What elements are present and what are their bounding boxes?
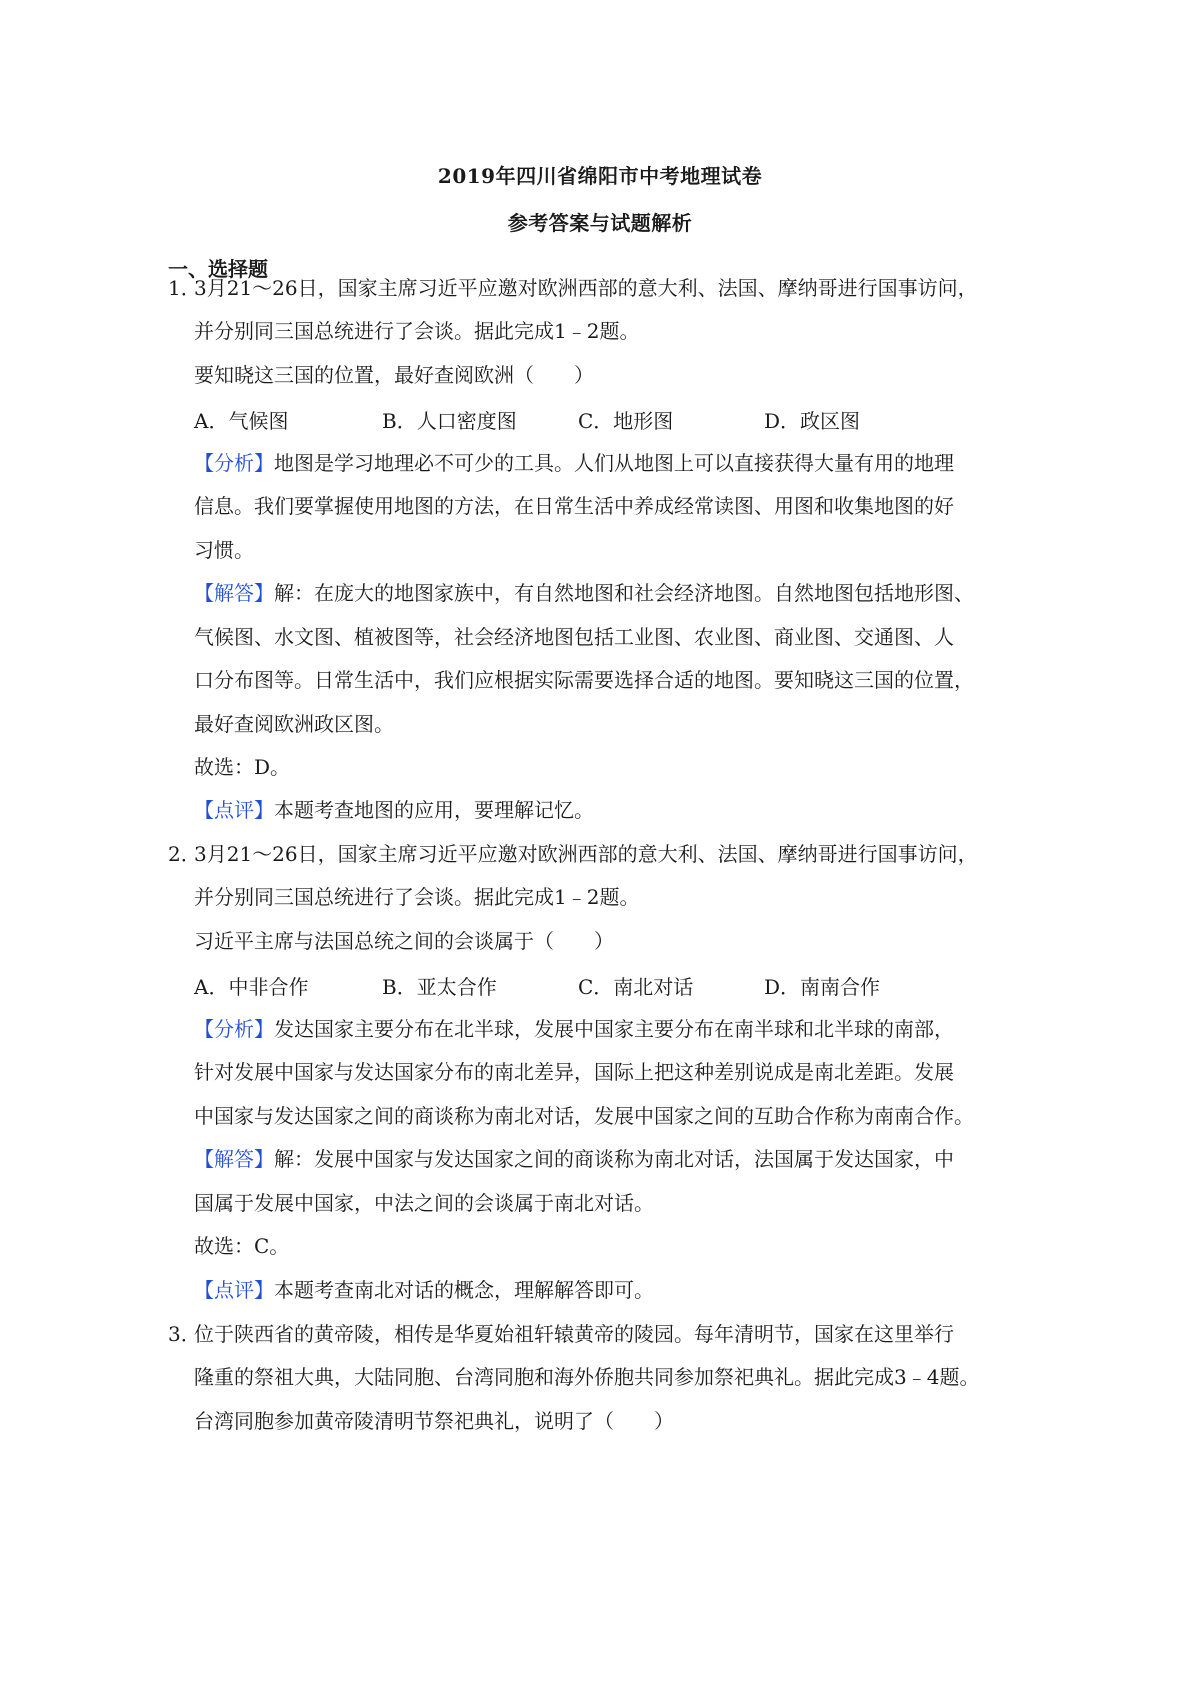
- question-stem-line: 隆重的祭祖大典，大陆同胞、台湾同胞和海外侨胞共同参加祭祀典礼。据此完成3﹣4题。: [194, 1365, 980, 1389]
- choice-d: D．政区图: [764, 409, 861, 433]
- analysis-line: [194, 1016, 954, 1042]
- analysis-line: [194, 450, 954, 476]
- answer-line: 口分布图等。日常生活中，我们应根据实际需要选择合适的地图。要知晓这三国的位置，: [194, 668, 974, 692]
- analysis-line: 针对发展中国家与发达国家分布的南北差异，国际上把这种差别说成是南北差距。发展: [194, 1060, 954, 1084]
- question-stem-line: 3月21～26日，国家主席习近平应邀对欧洲西部的意大利、法国、摩纳哥进行国事访问，: [194, 276, 978, 300]
- answer-text: 解：在庞大的地图家族中，有自然地图和社会经济地图。自然地图包括地形图、: [274, 581, 974, 605]
- analysis-text: 地图是学习地理必不可少的工具。人们从地图上可以直接获得大量有用的地理: [274, 451, 954, 475]
- choice-a: A．气候图: [194, 409, 289, 433]
- answer-text: 解：发展中国家与发达国家之间的商谈称为南北对话，法国属于发达国家，中: [274, 1147, 954, 1171]
- analysis-line: 中国家与发达国家之间的商谈称为南北对话，发展中国家之间的互助合作称为南南合作。: [194, 1104, 974, 1128]
- choice-b: B．亚太合作: [382, 975, 497, 999]
- answer-line: 国属于发展中国家，中法之间的会谈属于南北对话。: [194, 1191, 654, 1215]
- question-stem-line: 并分别同三国总统进行了会谈。据此完成1﹣2题。: [194, 885, 640, 909]
- question-prompt: 习近平主席与法国总统之间的会谈属于（ ）: [194, 929, 614, 953]
- answer-tag: 【解答】: [194, 581, 274, 605]
- analysis-tag: 【分析】: [194, 1017, 274, 1041]
- question-number: 2．: [168, 842, 201, 866]
- question-prompt: 台湾同胞参加黄帝陵清明节祭祀典礼，说明了（ ）: [194, 1409, 674, 1433]
- selected-answer: 故选：D。: [194, 755, 291, 779]
- answer-tag: 【解答】: [194, 1147, 274, 1171]
- choice-b: B．人口密度图: [382, 409, 517, 433]
- answer-line: [194, 1146, 954, 1172]
- analysis-text: 发达国家主要分布在北半球，发展中国家主要分布在南半球和北半球的南部，: [274, 1017, 954, 1041]
- choice-c: C．南北对话: [578, 975, 694, 999]
- question-prompt: 要知晓这三国的位置，最好查阅欧洲（ ）: [194, 363, 594, 387]
- question-number: 1．: [168, 276, 201, 300]
- analysis-line: 信息。我们要掌握使用地图的方法，在日常生活中养成经常读图、用图和收集地图的好: [194, 494, 954, 518]
- comment-text: 本题考查南北对话的概念，理解解答即可。: [274, 1278, 654, 1302]
- comment-tag: 【点评】: [194, 798, 274, 822]
- comment-line: [194, 1277, 654, 1303]
- choice-d: D．南南合作: [764, 975, 881, 999]
- choice-c: C．地形图: [578, 409, 674, 433]
- answer-line: [194, 580, 974, 606]
- analysis-tag: 【分析】: [194, 451, 274, 475]
- page-subtitle: 参考答案与试题解析: [507, 211, 693, 235]
- page-title: 2019年四川省绵阳市中考地理试卷: [437, 164, 763, 188]
- answer-line: 气候图、水文图、植被图等，社会经济地图包括工业图、农业图、商业图、交通图、人: [194, 625, 954, 649]
- question-number: 3．: [168, 1322, 201, 1346]
- choice-a: A．中非合作: [194, 975, 309, 999]
- selected-answer: 故选：C。: [194, 1234, 290, 1258]
- section-heading: 一、选择题: [168, 257, 268, 281]
- comment-text: 本题考查地图的应用，要理解记忆。: [274, 798, 594, 822]
- question-stem-line: 并分别同三国总统进行了会谈。据此完成1﹣2题。: [194, 319, 640, 343]
- answer-line: 最好查阅欧洲政区图。: [194, 712, 394, 736]
- question-stem-line: 位于陕西省的黄帝陵，相传是华夏始祖轩辕黄帝的陵园。每年清明节，国家在这里举行: [194, 1322, 954, 1346]
- comment-tag: 【点评】: [194, 1278, 274, 1302]
- analysis-line: 习惯。: [194, 538, 254, 562]
- comment-line: [194, 797, 594, 823]
- question-stem-line: 3月21～26日，国家主席习近平应邀对欧洲西部的意大利、法国、摩纳哥进行国事访问，: [194, 842, 978, 866]
